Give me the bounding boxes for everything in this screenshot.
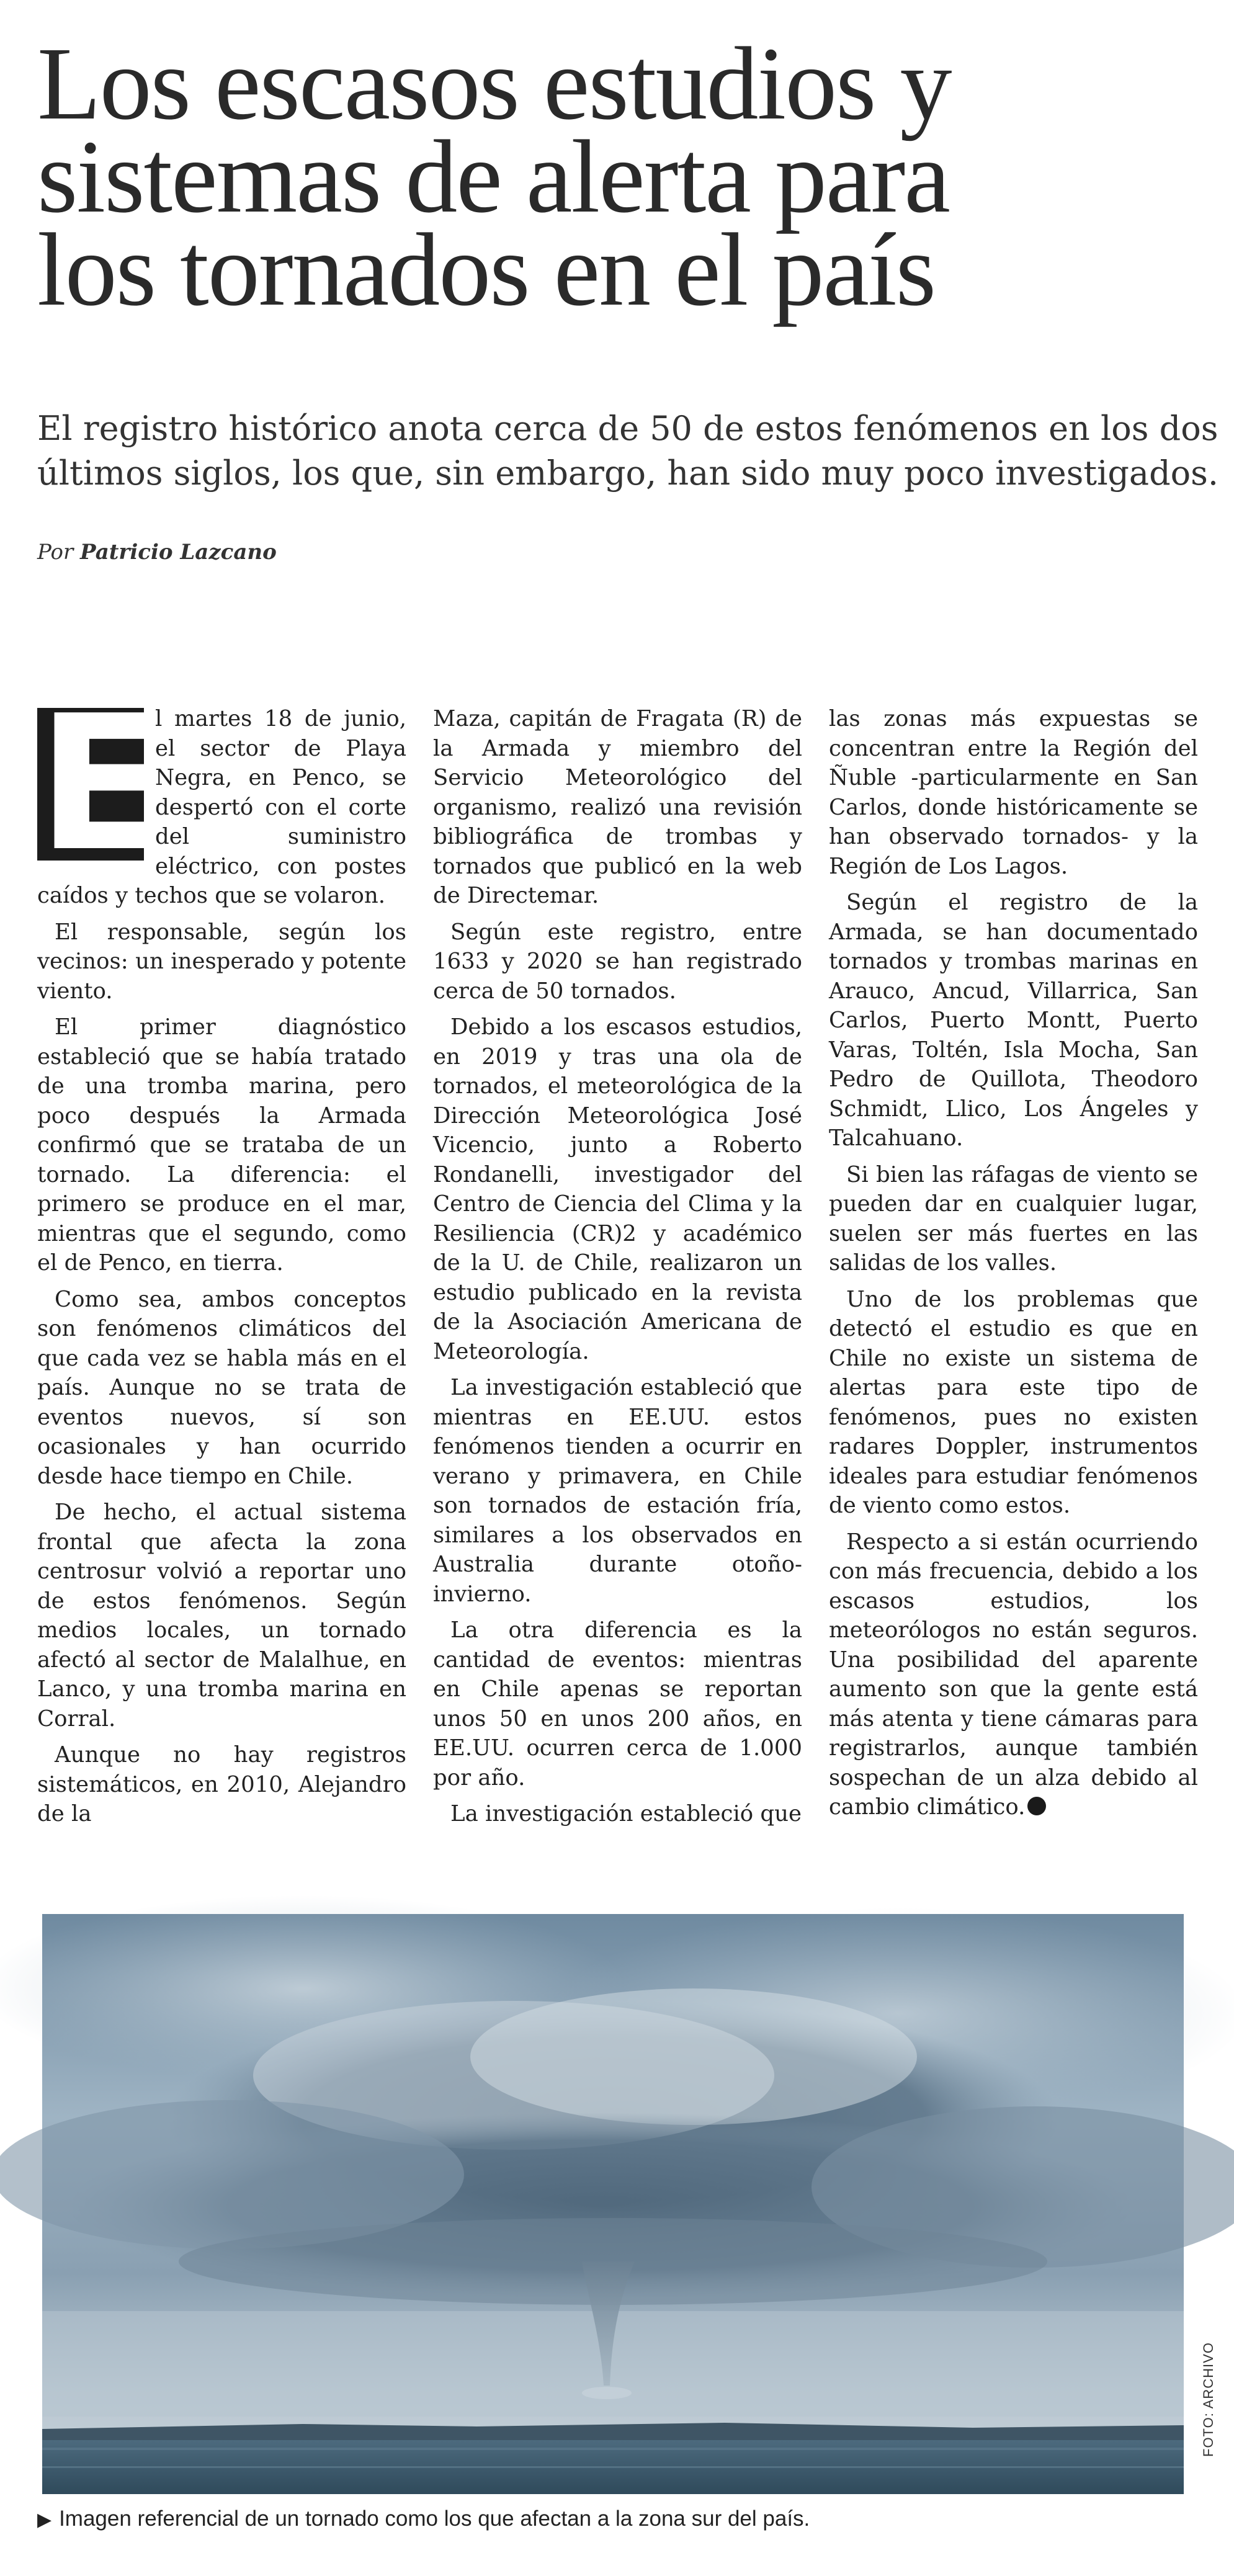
tornado-photo-illustration (42, 1914, 1184, 2494)
triangle-right-icon: ▶ (37, 2510, 52, 2530)
byline (37, 540, 277, 565)
paragraph: Maza, capitán de Fragata (R) de la Armada y miembro del Servicio Meteorológico del organismo, realizó una revisión bibliográfica de trombas y tornados que publicó en la web de Directemar. (433, 706, 802, 908)
paragraph: La otra diferencia es la cantidad de eventos: mientras en Chile apenas se reportan unos 50 en unos 200 años, en EE.UU. ocurren cerca de 1.000 por año. (433, 1617, 802, 1791)
deck-line: El registro histórico anota cerca de 50 de estos fenómenos en los dos (37, 409, 1218, 448)
paragraph: Según este registro, entre 1633 y 2020 se han registrado cerca de 50 tornados. (433, 919, 802, 1004)
paragraph: Debido a los escasos estudios, en 2019 y tras una ola de tornados, el meteorológica de la Dirección Meteorológica José Vicencio, junto a Roberto Rondanelli, investigador del Centro de Ciencia del Clima y la Resiliencia (CR)2 y académico de la U. de Chile, realizaron un estudio publicado en la revista de la Asociación Americana de Meteorología. (433, 1014, 802, 1364)
paragraph: las zonas más expuestas se concentran entre la Región del Ñuble -particularmente en San Carlos, donde históricamente se han observado tornados- y la Región de Los Lagos. (829, 706, 1198, 879)
paragraph (829, 1527, 1198, 1822)
body-column-1 (37, 676, 406, 1836)
headline-line: sistemas de alerta para (37, 119, 949, 235)
paragraph-text: Respecto a si están ocurriendo con más frecuencia, debido a los escasos estudios, los meteorólogos no están seguros. Una posibilidad del aparente aumento son que la gente está más atenta y tiene cámaras para registrarlos, aunque también sospechan de un alza debido al cambio climático. (829, 1529, 1198, 1820)
deck-line: últimos siglos, los que, sin embargo, han sido muy poco investigados. (37, 454, 1219, 493)
end-mark-icon (1027, 1797, 1046, 1815)
paragraph: El responsable, según los vecinos: un inesperado y potente viento. (37, 919, 406, 1004)
paragraph: La investigación estableció que mientras en EE.UU. estos fenómenos tienden a ocurrir en verano y primavera, en Chile son tornados de estación fría, similares a los observados en Australia durante otoño-invierno. (433, 1375, 802, 1607)
paragraph: La investigación estableció que (450, 1801, 802, 1827)
paragraph: Según el registro de la Armada, se han documentado tornados y trombas marinas en Arauco, Ancud, Villarrica, San Carlos, Puerto Montt, Puerto Varas, Toltén, Isla Mocha, San Pedro de Quillota, Theodoro Schmidt, Llico, Los Ángeles y Talcahuano. (829, 890, 1198, 1151)
headline-line: los tornados en el país (37, 212, 936, 328)
headline (37, 26, 1204, 328)
body-column-3 (829, 704, 1198, 1829)
paragraph: Uno de los problemas que detectó el estudio es que en Chile no existe un sistema de alertas para este tipo de fenómenos, pues no existen radares Doppler, instrumentos ideales para estudiar fenómenos de viento como estos. (829, 1286, 1198, 1518)
article-deck (37, 406, 1219, 496)
caption-text: Imagen referencial de un tornado como los que afectan a la zona sur del país. (59, 2507, 810, 2531)
photo-caption (37, 2507, 1204, 2531)
paragraph: Como sea, ambos conceptos son fenómenos climáticos del que cada vez se habla más en el país. Aunque no se trata de eventos nuevos, sí son ocasionales y han ocurrido desde hace tiempo en Chile. (37, 1286, 406, 1489)
tornado-photo (42, 1914, 1184, 2494)
photo-credit: FOTO: ARCHIVO (1200, 2342, 1216, 2457)
body-column-2 (433, 704, 802, 1836)
byline-prefix: Por (37, 540, 74, 565)
dropcap: E (37, 676, 164, 892)
paragraph: El primer diagnóstico estableció que se había tratado de una tromba marina, pero poco después la Armada confirmó que se trataba de un tornado. La diferencia: el primero se produce en el mar, mientras que el segundo, como el de Penco, en tierra. (37, 1014, 406, 1276)
paragraph: Aunque no hay registros sistemáticos, en 2010, Alejandro de la (37, 1742, 406, 1827)
paragraph-text: l martes 18 de junio, el sector de Playa Negra, en Penco, se despertó con el corte del suministro eléctrico, con postes caídos y techos que se volaron. (37, 706, 406, 908)
paragraph: Si bien las ráfagas de viento se pueden dar en cualquier lugar, suelen ser más fuertes en las salidas de los valles. (829, 1161, 1198, 1276)
byline-author: Patricio Lazcano (80, 540, 277, 565)
paragraph: De hecho, el actual sistema frontal que afecta la zona centrosur volvió a reportar uno de estos fenómenos. Según medios locales, un tornado afectó al sector de Malalhue, en Lanco, y una tromba marina en Corral. (37, 1500, 406, 1732)
paragraph (37, 676, 406, 911)
headline-line: Los escasos estudios y (37, 26, 951, 141)
